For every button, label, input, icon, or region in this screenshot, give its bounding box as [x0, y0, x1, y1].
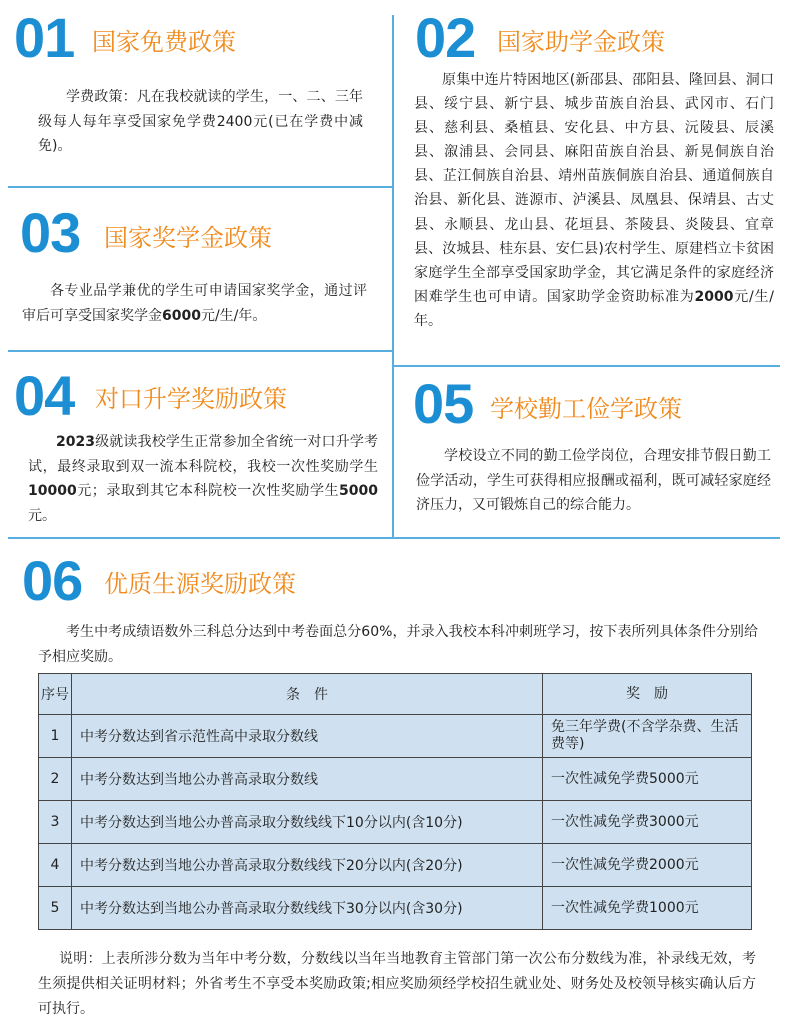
section-03-amount: 6000	[162, 307, 201, 324]
section-04-year: 2023	[56, 434, 95, 450]
row-reward: 一次性减免学费5000元	[543, 758, 752, 801]
section-06-title: 优质生源奖励政策	[104, 570, 296, 598]
table-row	[39, 887, 752, 930]
row-reward: 一次性减免学费3000元	[543, 801, 752, 844]
section-03-text-main: 各专业品学兼优的学生可申请国家奖学金，通过评审后可享受国家奖学金	[22, 283, 367, 324]
row-no: 1	[39, 715, 72, 758]
section-02-text-end: 元/生/年。	[414, 288, 775, 329]
divider-01-03	[8, 186, 392, 188]
section-06-number: 06	[22, 549, 83, 612]
section-03-text	[22, 279, 367, 328]
row-reward: 一次性减免学费2000元	[543, 844, 752, 887]
row-reward: 一次性减免学费1000元	[543, 887, 752, 930]
header-condition: 条 件	[72, 674, 543, 715]
section-04-text-a: 级就读我校学生正常参加全省统一对口升学考试，最终录取到双一流本科院校，我校一次性奖励学生	[28, 434, 378, 475]
divider-02-05	[394, 365, 780, 367]
section-05-text: 学校设立不同的勤工俭学岗位，合理安排节假日勤工俭学活动，学生可获得相应报酬或福利，既可减轻家庭经济压力，又可锻炼自己的综合能力。	[416, 448, 771, 513]
section-04-text-d: 元。	[28, 507, 56, 524]
row-no: 2	[39, 758, 72, 801]
row-no: 3	[39, 801, 72, 844]
row-condition: 中考分数达到当地公办普高录取分数线线下10分以内(含10分)	[72, 801, 543, 844]
reward-table	[38, 673, 752, 930]
divider-vertical	[392, 15, 394, 538]
section-06-intro: 考生中考成绩语数外三科总分达到中考卷面总分60%，并录入我校本科冲刺班学习，按下表所列具体条件分别给予相应奖励。	[38, 624, 758, 665]
section-04-text-c: 元；录取到其它本科院校一次性奖励学生	[76, 483, 340, 499]
section-04-title: 对口升学奖励政策	[95, 385, 287, 413]
row-condition: 中考分数达到当地公办普高录取分数线线下20分以内(含20分)	[72, 844, 543, 887]
row-no: 5	[39, 887, 72, 930]
section-02-title: 国家助学金政策	[497, 28, 665, 56]
row-condition: 中考分数达到省示范性高中录取分数线	[72, 715, 543, 758]
table-row	[39, 758, 752, 801]
section-05-title: 学校勤工俭学政策	[490, 395, 682, 423]
divider-top-06	[8, 537, 780, 539]
table-row	[39, 844, 752, 887]
section-03-title: 国家奖学金政策	[104, 224, 272, 252]
section-04-number: 04	[14, 364, 75, 427]
section-02-amount: 2000	[694, 288, 734, 305]
row-no: 4	[39, 844, 72, 887]
table-header-row	[39, 674, 752, 715]
row-reward: 免三年学费(不含学杂费、生活费等)	[543, 715, 752, 758]
section-01-text: 学费政策：凡在我校就读的学生，一、二、三年级每人每年享受国家免学费2400元(已在学费中减免)。	[38, 89, 363, 154]
divider-03-04	[8, 350, 392, 352]
table-note: 说明：上表所涉分数为当年中考分数，分数线以当年当地教育主管部门第一次公布分数线为准，补录线无效，考生须提供相关证明材料；外省考生不享受本奖励政策;相应奖励须经学校招生就业处、财务处及校领导核实确认后方可执行。	[38, 951, 756, 1017]
header-reward: 奖 励	[543, 674, 752, 715]
section-01-number: 01	[14, 6, 75, 69]
section-01-title: 国家免费政策	[92, 28, 236, 56]
section-02-text	[414, 68, 774, 333]
table-row	[39, 715, 752, 758]
section-05-number: 05	[413, 372, 474, 435]
section-03-text-end: 元/生/年。	[200, 307, 267, 324]
row-condition: 中考分数达到当地公办普高录取分数线线下30分以内(含30分)	[72, 887, 543, 930]
section-03-number: 03	[20, 201, 81, 264]
row-condition: 中考分数达到当地公办普高录取分数线	[72, 758, 543, 801]
section-04-text	[28, 430, 378, 528]
section-02-text-main: 原集中连片特困地区(新邵县、邵阳县、隆回县、洞口县、绥宁县、新宁县、城步苗族自治县、武冈市、石门县、慈利县、桑植县、安化县、中方县、沅陵县、辰溪县、溆浦县、会同县、麻阳苗族自治县、新晃侗族自治县、芷江侗族自治县、靖州苗族侗族自治县、通道侗族自治县、新化县、涟源市、泸溪县、凤凰县、保靖县、古丈县、永顺县、龙山县、花垣县、茶陵县、炎陵县、宜章县、汝城县、桂东县、安仁县)农村学生、原建档立卡贫困家庭学生全部享受国家助学金，其它满足条件的家庭经济困难学生也可申请。国家助学金资助标准为	[414, 72, 774, 305]
table-row	[39, 801, 752, 844]
section-04-amount-1: 10000	[28, 483, 77, 499]
header-no: 序号	[39, 674, 72, 715]
section-04-amount-2: 5000	[339, 483, 378, 499]
section-02-number: 02	[415, 6, 476, 69]
